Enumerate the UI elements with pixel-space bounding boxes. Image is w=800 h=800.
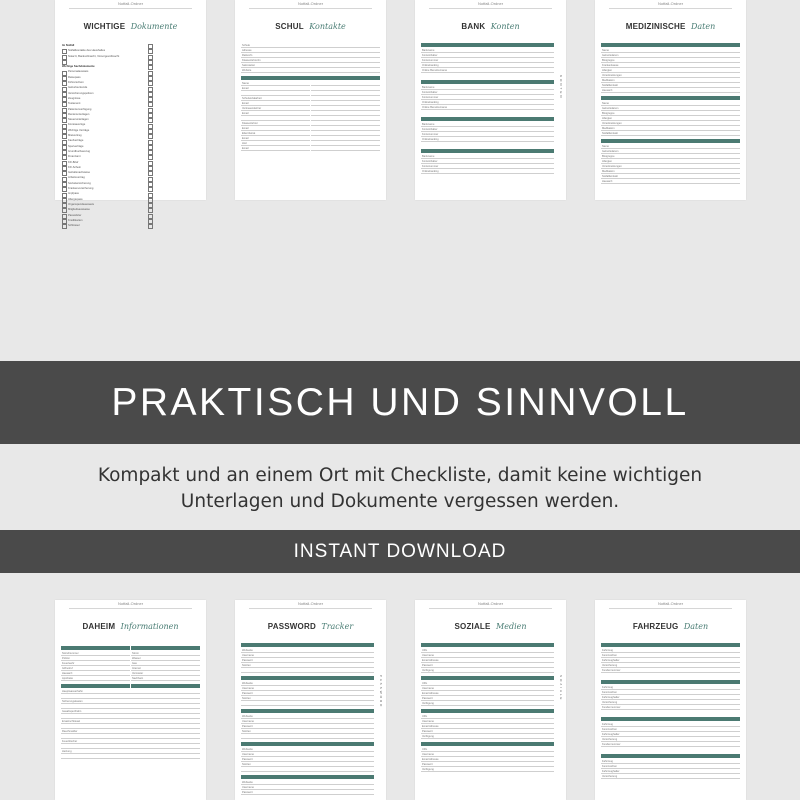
page-header: Notfall-Ordner [117,601,144,606]
page-bank-konten [415,0,566,200]
title-bold: SCHUL [275,22,304,31]
checklist-item: Krankenversicherung [61,186,200,191]
title-bold: BANK [461,22,486,31]
page-header: Notfall-Ordner [657,601,684,606]
page-password-tracker [235,600,386,800]
checklist-item: Finanzamt [61,154,200,159]
checklist-item: Geburtsurkunde [61,85,200,90]
checklist-item: Allergiepass [61,197,200,202]
title-bold: MEDIZINISCHE [625,22,686,31]
checklist-item: Steuerunterlagen [61,117,200,122]
checklist-item: Kfz-Brief [61,160,200,165]
checklist-item: Notarzt, Bankvollmacht, Vorsorgevollmacht [61,54,200,59]
divider [69,8,192,9]
description-line-2: Unterlagen und Dokumente vergessen werden. [180,491,620,512]
title-script: Tracker [321,622,354,631]
page-header: Notfall-Ordner [117,1,144,6]
checklist-item: Kaufverträge [61,138,200,143]
page-title [235,16,386,34]
title-script: Medien [496,622,527,631]
form-body: Schule Adresse Rektor/in Klassenlehrer/in Sekretariat Website Name Email Schulsozialarbeit Email Vertrauenslehrer Email Klassenlehrer Email Elternbeirat Email Hort Email [241,43,380,151]
checklist-item: Kreditkarten [61,218,200,223]
page-title [55,616,206,634]
title-script: Daten [690,22,716,31]
checklist-item: Mitgliedsausweise [61,207,200,212]
form-body: Notrufnummer Polizei Feuerwehr Giftnotruf Hausarzt Apotheke Strom Wasser Gas Internet Vermieter Nachbarn Hauptwasserhahn Sicherungskasten Gasabsperrhahn Ersatzschlüssel Rauchmelder Feuerlöscher Heizung [61,643,200,759]
title-bold: PASSWORD [267,622,316,631]
description-line-1: Kompakt und an einem Ort mit Checkliste, damit keine wichtigen [97,465,703,486]
checklist-item: Passwörter [61,213,200,218]
checklist-item: Führerschein [61,80,200,85]
page-title [55,16,206,34]
checklist-item: Gehaltsnachweise [61,170,200,175]
page-header: Notfall-Ordner [657,1,684,6]
form-body: Fahrzeug Kennzeichen Fahrzeughalter Versicherung Kundennummer Fahrzeug Kennzeichen Fahrzeughalter Versicherung Kundennummer Fahrzeug Kennzeichen Fahrzeughalter Versicherung Kundennummer Fahrzeug Kennzeichen Fahrzeughalter Versicherung [601,643,740,779]
page-header: Notfall-Ordner [477,1,504,6]
page-wichtige-dokumente [55,0,206,228]
checklist-item: Kfz-Schein [61,165,200,170]
checklist-item: Mietvertrag [61,133,200,138]
divider [609,608,732,609]
title-script: Informationen [120,622,179,631]
title-bold: FAHRZEUG [632,622,679,631]
title-script: Daten [683,622,709,631]
checklist-item: Sozialversicherung [61,181,200,186]
page-title [595,616,746,634]
headline: PRAKTISCH UND SINNVOLL [111,380,689,424]
download-banner [0,530,800,573]
vertical-label: S O Z I A L E [559,675,563,701]
checklist-item: Organspendeausweis [61,202,200,207]
checklist-item: Patientenverfügung [61,107,200,112]
divider [249,608,372,609]
page-header: Notfall-Ordner [297,601,324,606]
vertical-label: K O N T E N [559,75,563,99]
title-bold: DAHEIM [82,622,116,631]
divider [429,8,552,9]
checklist-item: Zeugnisse [61,96,200,101]
page-daheim-informationen [55,600,206,800]
headline-banner [0,361,800,444]
form-body: Name Geburtsdatum Blutgruppe Krankenkasse Allergien Vorerkrankungen Medikation Notfallkontakt Hausarzt Name Geburtsdatum Blutgruppe Allergien Vorerkrankungen Medikation Notfallkontakt Name Geburtsdatum Blutgruppe Allergien Vorerkrankungen Medikation Notfallkontakt Hausarzt [601,43,740,184]
page-soziale-medien [415,600,566,800]
page-title [415,616,566,634]
checklist-item: Impfpass [61,191,200,196]
page-title [415,16,566,34]
checklist-item: Rentenunterlagen [61,112,200,117]
checklist-item: Grundbuchauszug [61,149,200,154]
checklist-item: Reisepass [61,75,200,80]
checklist-item: Wichtige Verträge [61,128,200,133]
form-body: URL Username Email Adresse Passwort Verfügung URL Username Email Adresse Passwort Verfügung URL Username Email Adresse Passwort Verfügung URL Username Email Adresse Passwort Verfügung [421,643,554,772]
download-label: INSTANT DOWNLOAD [293,540,507,562]
checklist-item: Testament [61,101,200,106]
checklist [61,43,200,228]
form-body: Bankname Kontoinhaber Kontonummer Onlinebanking Online Benutzername Bankname Kontoinhaber Kontonummer Onlinebanking Online Benutzername Bankname Kontoinhaber Kontonummer Onlinebanking Bankname Kontoinhaber Kontonummer Onlinebanking [421,43,554,174]
page-title [235,616,386,634]
divider [429,608,552,609]
title-bold: WICHTIGE [83,22,126,31]
page-header: Notfall-Ordner [297,1,324,6]
description [0,463,800,515]
form-body: Webseite Username Passwort Notizen Webseite Username Passwort Notizen Webseite Username Passwort Notizen Webseite Username Passwort Notizen Webseite Username Passwort [241,643,374,795]
title-script: Kontakte [309,22,346,31]
checklist-item: Sparverträge [61,144,200,149]
checklist-item: Kontoauszüge [61,122,200,127]
vertical-label: P A S S W O R D [379,675,383,707]
checklist-heading: Wichtige Sachdokumente [61,64,200,69]
checklist-item: Arbeitsvertrag [61,175,200,180]
divider [609,8,732,9]
title-script: Konten [490,22,520,31]
divider [69,608,192,609]
checklist-item: Schlüssel [61,223,200,228]
checklist-heading: Im Notfall [61,43,200,48]
title-bold: SOZIALE [454,622,491,631]
checklist-item: Versicherungspolicen [61,91,200,96]
page-schul-kontakte [235,0,386,200]
page-title [595,16,746,34]
page-header: Notfall-Ordner [477,601,504,606]
checklist-item: Notfallkontakte des Haushaltes [61,48,200,53]
title-script: Dokumente [130,22,178,31]
page-fahrzeug-daten [595,600,746,800]
divider [249,8,372,9]
checklist-item: Personalausweis [61,69,200,74]
page-medizinische-daten [595,0,746,200]
